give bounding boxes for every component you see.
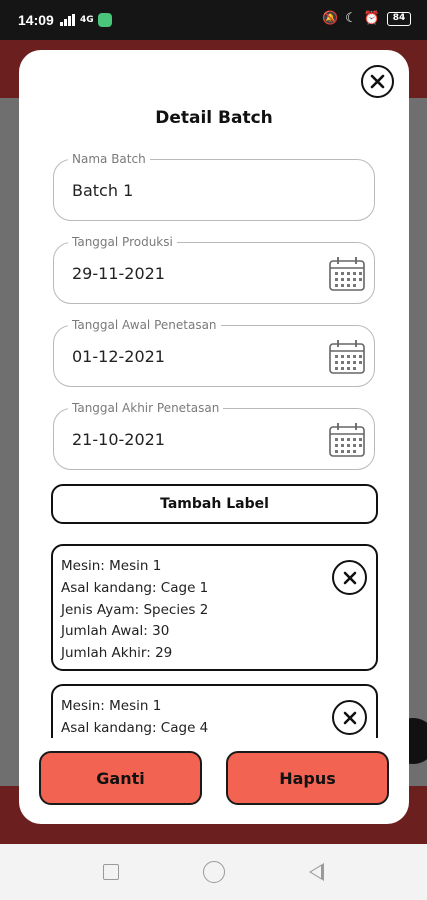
status-right-icons: [322, 11, 411, 26]
notification-app-icon: [98, 13, 112, 27]
hatch-start-date-value: 01-12-2021: [72, 347, 165, 366]
delete-button[interactable]: Hapus: [226, 751, 389, 805]
mute-icon: 🔕: [321, 11, 339, 26]
card-cage: Asal kandang: Cage 1: [61, 579, 209, 596]
battery-icon: 84: [387, 12, 411, 26]
alarm-icon: ⏰: [363, 11, 380, 26]
production-date-value: 29-11-2021: [72, 264, 165, 283]
card-machine: Mesin: Mesin 1: [61, 558, 162, 574]
calendar-icon[interactable]: [328, 256, 366, 292]
hatch-start-date-field[interactable]: [53, 318, 375, 387]
remove-label-button[interactable]: [332, 700, 367, 735]
production-date-field[interactable]: [53, 235, 375, 304]
close-icon: [343, 571, 357, 585]
recent-apps-icon[interactable]: [103, 864, 119, 880]
back-icon[interactable]: [309, 863, 324, 881]
close-icon: [370, 74, 385, 89]
calendar-icon[interactable]: [328, 339, 366, 375]
label-list[interactable]: [19, 540, 409, 738]
label-card: [51, 544, 378, 671]
signal-icon: [60, 14, 76, 26]
card-cage: Asal kandang: Cage 4: [61, 719, 209, 736]
remove-label-button[interactable]: [332, 560, 367, 595]
close-icon: [343, 711, 357, 725]
production-date-label: Tanggal Produksi: [68, 235, 177, 249]
card-initial-count: Jumlah Awal: 30: [61, 623, 170, 640]
status-bar: [0, 0, 427, 40]
add-label-button[interactable]: Tambah Label: [51, 484, 378, 524]
label-card: [51, 684, 378, 738]
status-time: 14:09: [18, 12, 54, 28]
card-species: Jenis Ayam: Species 2: [61, 601, 209, 618]
card-machine: Mesin: Mesin 1: [61, 698, 162, 714]
navigation-bar: [0, 844, 427, 900]
status-left-icons: [60, 13, 112, 27]
close-dialog-button[interactable]: [361, 65, 394, 98]
wifi-icon: 4G: [80, 15, 94, 25]
hatch-start-date-label: Tanggal Awal Penetasan: [68, 318, 221, 332]
batch-name-value: Batch 1: [72, 181, 134, 200]
calendar-icon[interactable]: [328, 422, 366, 458]
moon-icon: ☾: [345, 11, 357, 26]
hatch-end-date-value: 21-10-2021: [72, 430, 165, 449]
card-final-count: Jumlah Akhir: 29: [61, 645, 173, 662]
home-icon[interactable]: [203, 861, 225, 883]
hatch-end-date-field[interactable]: [53, 401, 375, 470]
detail-batch-dialog: [19, 50, 409, 824]
batch-name-label: Nama Batch: [68, 152, 150, 166]
hatch-end-date-label: Tanggal Akhir Penetasan: [68, 401, 223, 415]
dialog-title: Detail Batch: [155, 108, 273, 128]
batch-name-field[interactable]: [53, 152, 375, 221]
change-button[interactable]: Ganti: [39, 751, 202, 805]
